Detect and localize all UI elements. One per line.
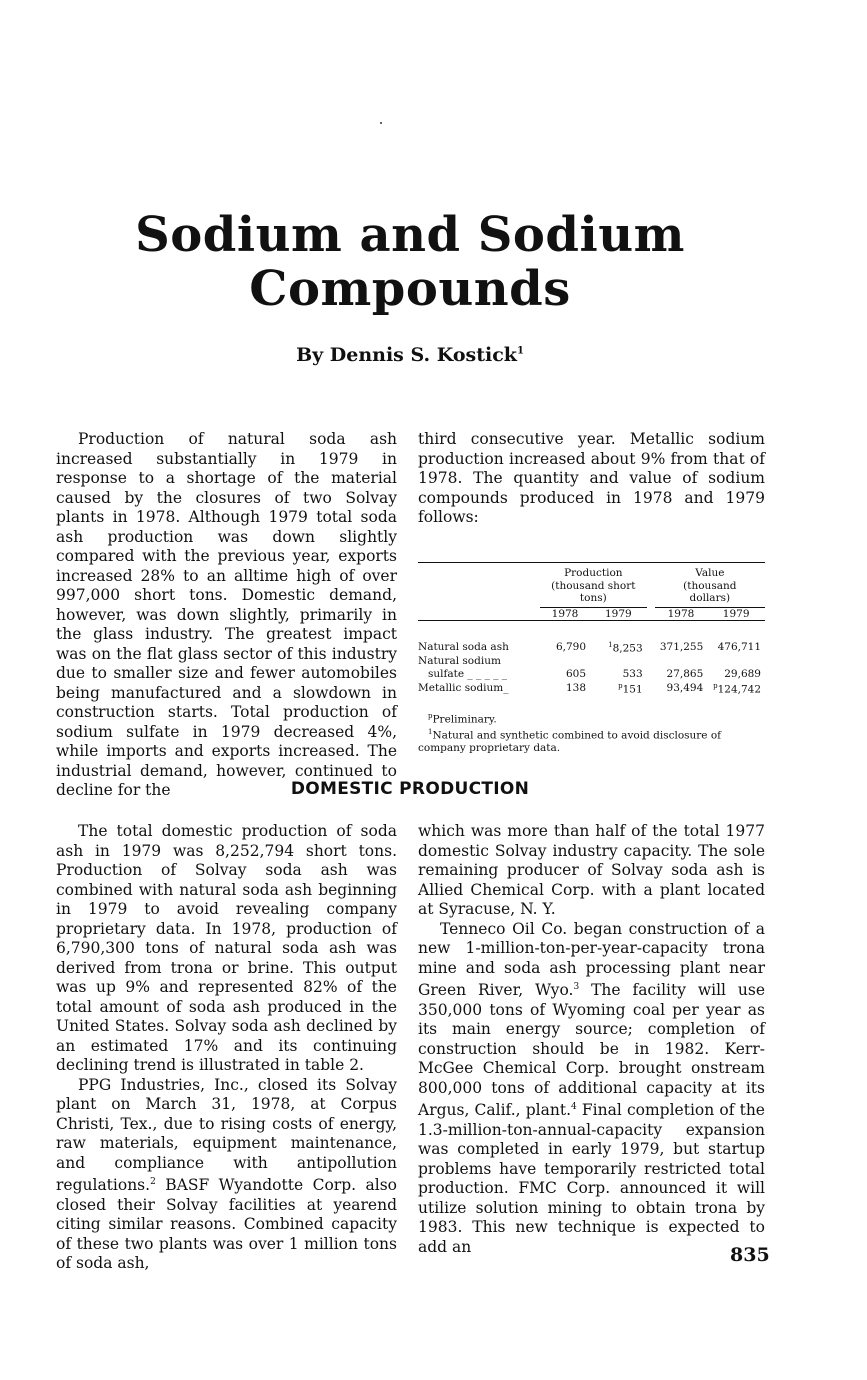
footnote-text: Natural and synthetic combined to avoid disclosure of company proprietary data.: [418, 729, 722, 754]
table-group-header-production: [540, 563, 647, 608]
gap-cell: [647, 668, 655, 681]
cell-value: 124,742: [717, 683, 761, 696]
footnote-mark: 4: [571, 1102, 577, 1113]
page-number: 835: [730, 1244, 770, 1266]
row-label: Metallic sodium_: [418, 681, 509, 694]
value-group-label: Value (thousand dollars): [683, 567, 737, 604]
table-group-header-value: [655, 563, 765, 608]
year-header-4: 1979: [707, 607, 765, 621]
footnote-preliminary: [418, 710, 768, 726]
byline-text: By Dennis S. Kostick: [296, 344, 517, 366]
cell-value: 151: [622, 683, 643, 696]
intro-paragraph-left: Production of natural soda ash increased substantially in 1979 in response to a shortage of the material caused by the closures of two Solvay plants in 1978. Although 1979 total soda ash production was down slightly compared with the previous year, exports increased 28% to an alltime high of over 997,000 short tons. Domestic demand, however, was down slightly, primarily in the glass industry. The greatest impact was on the flat glass sector of this industry due to smaller size and fewer automobiles being manufactured and a slowdown in construction starts. Total production of sodium sulfate in 1979 decreased 4%, while imports and exports increased. The industrial demand, however, continued to decline for the: [56, 430, 397, 799]
table-row: [418, 655, 765, 668]
footnote-mark: 3: [573, 982, 580, 992]
footnote-mark: p: [428, 712, 433, 720]
cell-prod-1979: [590, 680, 647, 696]
production-value-table: [418, 562, 765, 696]
table-stub-header: [418, 563, 540, 608]
cell-prod-1978: [540, 655, 590, 668]
cell-value-1979: 29,689: [724, 667, 761, 680]
year-header-2: 1979: [590, 607, 647, 621]
paragraph-text: Final completion of the 1.3-million-ton-annual-capacity expansion was completed in early 1979, but startup problems have temporarily restricted total production. FMC Corp. announced it will utilize solution mining to obtain trona by 1983. This new technique is expected to add an: [418, 1101, 765, 1256]
domestic-paragraph-2: [56, 1076, 397, 1274]
footnote-mark: p: [713, 682, 718, 690]
gap-cell: [647, 639, 655, 655]
section-heading: DOMESTIC PRODUCTION: [290, 779, 530, 799]
table-stub-year-cell: [418, 607, 540, 621]
cell-prod-1979: [590, 639, 647, 655]
footnote-mark: 1: [608, 641, 613, 649]
gap-cell: [647, 655, 655, 668]
table-row: [418, 680, 765, 696]
footnote-natural-synthetic: [418, 726, 768, 755]
table-row: [418, 639, 765, 655]
intro-left-column: [56, 430, 397, 801]
paragraph-text: The facility will use 350,000 tons of Wyoming coal per year as its main energy source; completion of construction should be in 1982. Kerr-McGee Chemical Corp. brought onstream 800,000 tons of additional capacity at its Argus, Calif., plant.: [418, 981, 766, 1120]
domestic-paragraph-4: [418, 920, 765, 1258]
table-gap-year-cell: [647, 607, 655, 621]
byline: [0, 344, 820, 366]
cell-prod-1978: 138: [565, 681, 587, 694]
page-title: [0, 208, 820, 316]
footnote-mark: p: [618, 682, 623, 690]
cell-prod-1979: [590, 655, 647, 668]
byline-footnote-mark: 1: [516, 345, 524, 357]
domestic-right-column: [418, 822, 765, 1257]
domestic-left-column: [56, 822, 397, 1274]
paragraph-text: Tenneco Oil Co. began construction of a new 1-million-ton-per-year-capacity trona mine and soda ash processing plant near Green River, Wyo.: [418, 919, 765, 1000]
year-header-3: 1978: [655, 607, 708, 621]
cell-value-1978: [655, 655, 708, 668]
cell-value-1979: 476,711: [717, 640, 761, 653]
cell-value-1978: 371,255: [659, 640, 704, 653]
cell-value-1978: 27,865: [666, 667, 704, 680]
cell-value-1979: [707, 680, 765, 696]
paragraph-text: BASF Wyandotte Corp. also closed their Solvay facilities at yearend citing similar reasons. Combined capacity of these two plants was over 1 million tons of soda ash,: [56, 1176, 397, 1273]
gap-cell: [647, 680, 655, 696]
title-line-1: Sodium and Sodium: [135, 207, 685, 263]
cell-value-1979: [707, 655, 765, 668]
paragraph-text: PPG Industries, Inc., closed its Solvay plant on March 31, 1978, at Corpus Christi, Tex., due to rising costs of energy, raw materials, equipment maintenance, and compliance with antipollution regulations.: [56, 1075, 397, 1195]
domestic-paragraph-1: The total domestic production of soda ash in 1979 was 8,252,794 short tons. Production of Solvay soda ash was combined with natural soda ash beginning in 1979 to avoid revealing company proprietary data. In 1978, production of 6,790,300 tons of natural soda ash was derived from trona or brine. This output was up 9% and represented 82% of the total amount of soda ash produced in the United States. Solvay soda ash declined by an estimated 17% and its continuing declining trend is illustrated in table 2.: [56, 822, 397, 1074]
intro-paragraph-right: third consecutive year. Metallic sodium production increased about 9% from that of 1978. The quantity and value of sodium compounds produced in 1978 and 1979 follows:: [418, 430, 765, 526]
table-footnotes: [418, 710, 768, 755]
footnote-mark: 1: [428, 728, 433, 736]
cell-prod-1978: 605: [565, 667, 587, 680]
row-label: Natural soda ash: [418, 640, 509, 653]
cell-value-1978: 93,494: [666, 681, 704, 694]
cell-prod-1979: 533: [622, 667, 643, 680]
cell-prod-1978: 6,790: [555, 640, 587, 653]
cell-value: 8,253: [612, 642, 643, 655]
year-header-1: 1978: [540, 607, 590, 621]
scan-speck: [380, 122, 382, 124]
row-label: sulfate _ _ _ _ _: [428, 667, 508, 680]
footnote-text: Preliminary.: [432, 713, 497, 726]
table-spacer: [418, 621, 765, 640]
table-row: [418, 668, 765, 681]
intro-right-column: [418, 430, 765, 528]
row-label: Natural sodium: [418, 655, 501, 667]
production-group-label: Production (thousand short tons): [551, 567, 636, 604]
domestic-paragraph-3: which was more than half of the total 1977 domestic Solvay industry capacity. The sole remaining producer of Solvay soda ash is Allied Chemical Corp. with a plant located at Syracuse, N. Y.: [418, 822, 765, 918]
table-gap-header: [647, 563, 655, 608]
title-line-2: Compounds: [249, 261, 571, 317]
footnote-mark: 2: [150, 1177, 156, 1187]
